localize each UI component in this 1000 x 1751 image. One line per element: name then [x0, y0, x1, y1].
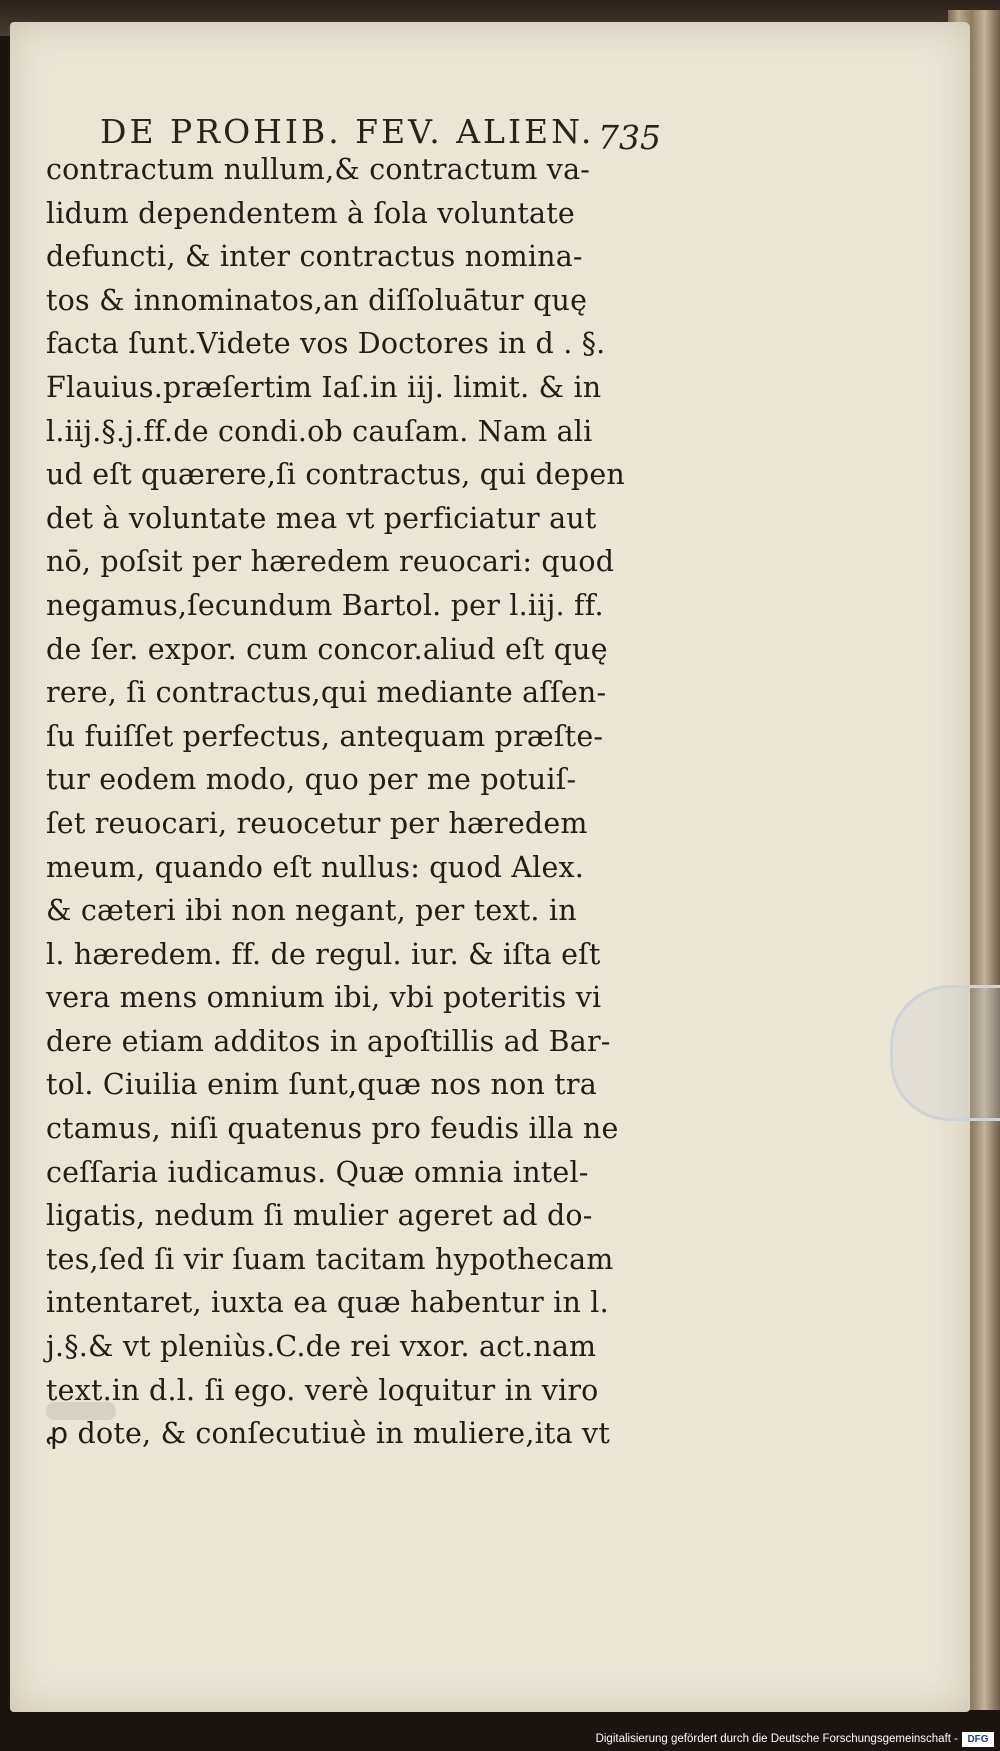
- text-line: l.iij.§.j.ff.de condi.ob cauſam. Nam ali: [46, 414, 593, 448]
- text-line: meum, quando eſt nullus: quod Alex.: [46, 850, 585, 884]
- text-line: facta ſunt.Videte vos Doctores in d . §.: [46, 327, 606, 361]
- text-line: vera mens omnium ibi, vbi poteritis vi: [46, 981, 602, 1015]
- text-line: tur eodem modo, quo per me potuiſ-: [46, 763, 577, 797]
- text-line: rere, ſi contractus,qui mediante aſſen-: [46, 676, 607, 710]
- text-line: lidum dependentem à ſola voluntate: [46, 196, 575, 230]
- text-line: ceſſaria iudicamus. Quæ omnia intel-: [46, 1155, 589, 1189]
- text-line: text.in d.l. ſi ego. verè loquitur in viro: [46, 1373, 599, 1407]
- ink-smudge: [46, 1402, 116, 1420]
- text-line: de ſer. expor. cum concor.aliud eſt quę: [46, 632, 608, 666]
- dfg-logo: DFG: [962, 1732, 994, 1747]
- text-line: det à voluntate mea vt perficiatur aut: [46, 501, 597, 535]
- text-line: defuncti, & inter contractus nomina-: [46, 240, 583, 274]
- page-number: 735: [598, 118, 661, 157]
- running-head: DE PROHIB. FEV. ALIEN.: [100, 112, 595, 151]
- text-line: intentaret, iuxta ea quæ habentur in l.: [46, 1286, 609, 1320]
- text-line: ſet reuocari, reuocetur per hæredem: [46, 806, 588, 840]
- text-line: ud eſt quærere,ſi contractus, qui depen: [46, 458, 625, 492]
- text-line: dere etiam additos in apoſtillis ad Bar-: [46, 1024, 611, 1058]
- page-clip: [890, 985, 1000, 1121]
- text-line: negamus,ſecundum Bartol. per l.iij. ff.: [46, 588, 604, 622]
- text-line: contractum nullum,& contractum va-: [46, 153, 591, 186]
- text-line: nō, poſsit per hæredem reuocari: quod: [46, 545, 615, 579]
- text-line: tos & innominatos,an diſſoluātur quę: [46, 283, 588, 317]
- text-line: ctamus, niſi quatenus pro feudis illa ne: [46, 1112, 619, 1146]
- text-line: ꝓ dote, & conſecutiuè in muliere,ita vt: [46, 1417, 610, 1451]
- text-line: tol. Ciuilia enim ſunt,quæ nos non tra: [46, 1068, 597, 1102]
- text-line: & cæteri ibi non negant, per text. in: [46, 894, 577, 928]
- text-line: j.§.& vt pleniùs.C.de rei vxor. act.nam: [46, 1330, 597, 1364]
- text-line: tes,ſed ſi vir ſuam tacitam hypothecam: [46, 1242, 614, 1276]
- body-text: [46, 148, 656, 1456]
- text-line: ligatis, nedum ſi mulier ageret ad do-: [46, 1199, 593, 1233]
- text-line: Flauius.præſertim Iaſ.in iij. limit. & in: [46, 370, 602, 404]
- digitization-credit: Digitalisierung gefördert durch die Deutsche Forschungsgemeinschaft -: [595, 1733, 958, 1745]
- text-line: l. hæredem. ff. de regul. iur. & iſta eſt: [46, 937, 601, 971]
- text-line: ſu fuiſſet perfectus, antequam præſte-: [46, 719, 604, 753]
